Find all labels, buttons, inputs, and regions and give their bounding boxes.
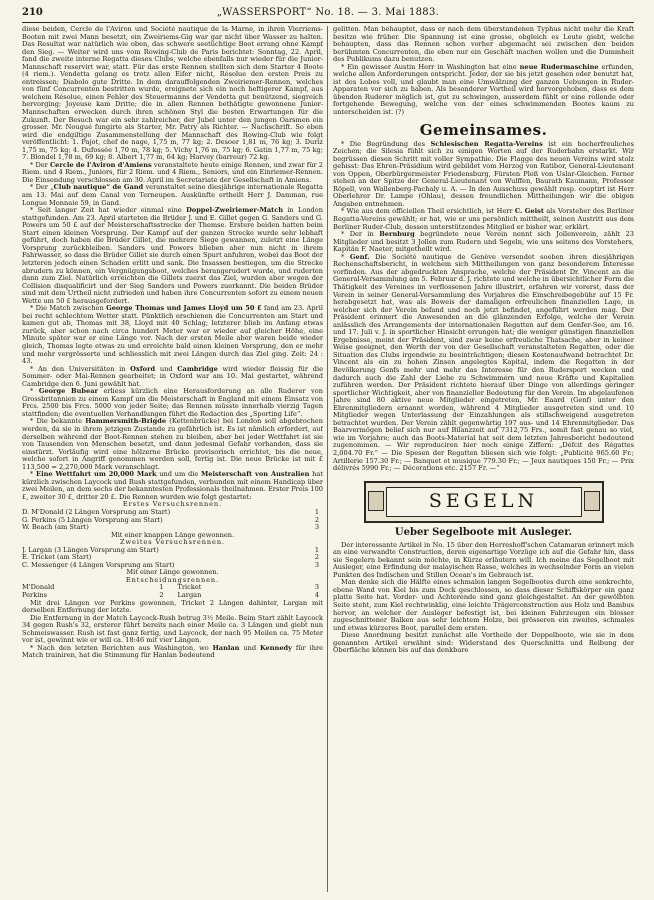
article-headline: Ueber Segelboote mit Ausleger. [394, 526, 573, 538]
heat-title: Erstes Versuchsrennen. [122, 500, 223, 509]
result-row: W. Beach (am Start) 3 [22, 523, 320, 532]
paragraph: * George Bubear erliess kürzlich eine Herausforderung an alle Ruderer von Grossbritannien zu einem Kampf um die Meisterschaft in England mit einem Einsatz von Frcs. 2500 bis Frcs. 5000 von jeder Seite; das Rennen müsste innerhalb vierzig Tagen stattfinden; die eventuellen Verhandlungen führt die Redaction des „Sporting Life“. [22, 387, 323, 418]
paragraph: * Die Match zwischen George Thomas und James Lloyd um 50 £ fand am 23. April bei recht schlechtem Wetter statt. Pünktlich erschienen die Concurrenten am Start und kamen gut ab, Thomas mit 38, Lloyd mit 40 Schlag; letzterer blieb im Anfang etwas zurück, aber schon nach circa hundert Meter war er wieder auf gleicher Höhe, eine Minute später war er eine Länge vor. Nach der ersten Meile aber waren beide wieder gleich, Thomas legte etwas zu und erreichte bald einen kleinen Vorsprung, den er mehr und mehr vergrösserte und schliesslich mit zwei Längen durch das Ziel ging. Zeit: 24 : 43. [22, 304, 323, 366]
bold-term: Kennedy [259, 643, 292, 652]
header-rule [22, 22, 634, 23]
right-column [333, 26, 634, 894]
bold-term: Cercle de l'Aviron d'Amiens [49, 160, 152, 169]
bold-term: George Bubear [38, 387, 98, 396]
banner-ornament-right [584, 491, 600, 511]
final-note: Mit drei Längen vor Perkins gewonnen, Tricket 2 Längen dahinter, Largan mit derselben Entfernung der letzte. [22, 598, 323, 615]
paragraph: * Eine Wettfahrt um 20,000 Mark und um die Meisterschaft von Australien hat kürzlich zwischen Laycock und Rush stattgefunden, verbunden mit einem Handicap über zwei Meilen, an dem sechs der bekanntesten Professionals theilnahmen. Erster Preis 100 £, zweiter 30 £, dritter 20 £. Die Rennen wurden wie folgt gestartet: [22, 470, 323, 501]
result-row: Tricket 3 [177, 583, 320, 592]
section-banner [364, 481, 604, 523]
bold-term: Hammersmith-Brigde [85, 417, 167, 426]
paragraph: * Genf. Die Société nautique de Genève versendet soeben ihren diesjährigen Rechenschaftsbericht, in welchem sich Mittheilungen von ganz besonderem Interesse vorfinden. Aus der abgedruckten Ansprache, welche der Präsident Dr. Vincent an die General-Versammlung am 5. Februar d. J. richtete und welche in übersichtlicher Form die Thätigkeit des Vereines im verflossenen Jahre illustrirt, erfahren wir vorerst, dass der Verein in seiner General-Versammlung des Vorjahres die Einschreibegebühr auf 15 Fr. herabgesetzt hat, was als Beweis der damaligen erfreulichen finanziellen Lage, in welcher sich der Verein befand und noch jetzt befindet, angeführt werden mag. Der Präsident erinnert die Anwesenden an die glänzenden Erfolge, welche der Verein anlässlich des Arrangements der internationalen Regatten auf dem Genfer-See, am 16. und 17. Juli v. J. in sportlicher Hinsicht errungen hat; die weniger günstigen finanziellen Ergebnisse, meint der Präsident, sind zwar keine erfreuliche Thatsache, aber in keiner Weise geeignet, den Werth der von der Gesellschaft veranstalteten Regatten, oder die Situation des Clubs irgendwie zu beeinträchtigen; diesen Kostenaufwand betrachtet Dr. Vincent als ein zu hohen Zinsen angelegtes Kapital, indem die Regatten in der Bevölkerung Genfs mehr und mehr das Interesse für den Rudersport wecken und dadurch auch die Zahl der Liebe zu Schwimmern und neue Kräfte und Kapitalien zuführen werden. Der Präsident richtete hierauf über Dinge von allerdings geringer sportlicher Wichtigkeit, aber von finanzieller Bedeutung für den Verein. Im abgelaufenen Jahre sind 80 aktive neue Mitglieder eingetreten, Mr. Eaard (Genf) unter den Ehrenmitgliedern ernannt worden, während 4 Mitglieder ausgetreten sind und 10 Mitglieder wegen Unterlassung der Einzahlungen als stillschweigend ausgetreten betrachtet wurden. Der Verein zählt gegenwärtig 197 aus- und 14 Ehrenmitglieder. Das Baarvermögen belief sich nur auf Bilanzzeit auf 7312,75 Frs., somit fast genau so viel, wie im Vorjahre; auch das Boots-Material hat seit dem letzten Jahresbericht bedeutend zugenommen. — Wir reproduciren hier noch einige Ziffern: „Défcit des Régattes 2,004.70 Fr.“ — Die Spesen der Regatten bliesen sich wie folgt: „Publicité 965.60 Fr.; Artillerie 157.30 Fr.; — Banquet et musique 779.30 Fr.; — Jeux nautiques 150 Fr.; — Prix délivrés 5990 Fr.; — Décorations etc. 2157 Fr. —“ [333, 252, 634, 473]
final-title: Entscheidungsrennen. [125, 575, 220, 584]
heat-note: Mit einer Länge gewonnen. [126, 568, 219, 577]
final-results [22, 584, 323, 599]
bold-term: George Thomas und James Lloyd um 50 £ [106, 304, 262, 313]
bold-term: Eine Wettfahrt um 20,000 Mark [36, 470, 157, 479]
paragraph: Der interessante Artikel in No. 15 über den Herreshoff'schen Catamaran erinnert mich an eine verwandte Construction, deren eigenartige Vorzüge ich auf die Gefahr hin, dass sie Segelern bekannt sein möchte, in Kürze erläutern will. Ich meine das Segelboot mit Ausleger, eine Erfindung der malayischen Rasse, welches in wechselnder Form an vielen Punkten des Indischen und Stillen Ocean's im Gebrauch ist. [333, 540, 634, 579]
heat-title: Zweites Versuchsrennen. [120, 538, 225, 547]
result-row: Largan 4 [177, 591, 320, 600]
bold-term: Bernburg [379, 230, 415, 239]
bold-term: Schlesischen Regatta-Vereins [430, 139, 543, 148]
result-row: G. Perkins (5 Längen Vorsprung am Start) 2 [22, 515, 320, 524]
paragraph: Die Entfernung in der Match Laycock-Rush betrug 3½ Meile. Beim Start zählt Laycock 34 gegen Rush's 32, ersterer führt bereits nach einer Meile ca. 3 Längen und giebt nun Schmeiswasser. Rush ist fast ganz fertig, und Laycock, der nach 95 Meilen ca. 75 Meter vor ist, gewinnt wie er will ca. 18:46 mit vier Längen. [22, 613, 323, 645]
result-row: M'Donald 1 [22, 583, 164, 592]
banner-title: SEGELN [386, 487, 582, 517]
page-header [22, 6, 634, 20]
bold-term: Cambridge [177, 364, 218, 373]
result-row: E. Tricket (am Start) 2 [22, 553, 320, 562]
column-divider [327, 26, 328, 892]
paragraph: Diese Anordnung besitzt zunächst alle Vortheile der Doppelboote, wie sie in dem genannten Artikel erwähnt sind: Widerstand des Querschnitts und Reibung der Oberfläche können bis auf das denkbare [333, 631, 634, 655]
paragraph: gelitten. Man behauptet, dass er nach dem überstandenen Typhus nicht mehr die Kraft besitze wie früher. Die Spannung ist eine grosse, obgleich es Leute giebt, welche behaupten, dass das Rennen schon vorher abgemacht sei zwischen den beiden berühmten Concurrenten, die eben nur ein Geschäft machen wollen und die Dummheit des Publikums dazu benutzen. [333, 26, 634, 64]
paragraph: * Der in Bernburg begründete neue Verein nennt sich Jollenverein, zählt 23 Mitglieder und besitzt 3 Jollen zum Rudern und Segeln, wie uns seitens des Vorstehers, Kapitän F. Naeter, mitgetheilt wird. [333, 230, 634, 254]
paragraph: * An den Universitäten in Oxford und Cambridge wird wieder fleissig für die Sommer- oder Mai-Rennen gearbeitet; in Oxford war am 10. Mai gestartet, während Cambridge den 6. Juni gewählt hat. [22, 364, 323, 388]
paragraph: * Seit langer Zeit hat wieder einmal eine Doppel-Zweiriemer-Match in London stattgefunden. Am 23. April starteten die Brüder J. und E. Gillet gegen G. Sanders und G. Powers um 50 £ auf der Meisterschaftsstrecke der Themse. Erstere beiden hatten beim Start einen kleinen Vorsprung. Der Kampf auf der ganzen Strecke wurde sehr lebhaft geführt, doch haben die Brüder Gillet, die mehrere Siege gewannen, zuletzt eine Länge Vorsprung zurückbleiben. Sanders und Powers blieben aber nun nicht in ihrem Fahrwasser, so dass die Brüder Gillet sie durch einen Spurt anfuhren, wobei das Boot der letzteren jedoch einen Schaden erlitt und sank. Die Insassen bestiegen, um die Strecke abrudern zu können, ein Vergnügungsboot, welches herangerudert wurde, und ruderten dann zum Ziel. Natürlich erreichten die Gillets zuerst das Ziel, wurden aber wegen der Collision disqualificirt und der Sieg Sanders und Powers zuerkannt. Die beiden Brüder sind mit dem Urtheil nicht zufrieden und haben ihre Concurrenten sofort zu einem neuen Wette um 50 £ herausgefordert. [22, 206, 323, 305]
left-column [22, 26, 323, 894]
result-row: C. Messenger (4 Längen Vorsprung am Start) 3 [22, 560, 320, 569]
paragraph: * Ein gewisser Austin Herr in Washington hat eine neue Rudermaschine erfunden, welche allen Anforderungen entspricht. Jeder, der sie bis jetzt gesehen oder benutzt hat, ist des Lobes voll, und glaubt man eine Umwälzung der ganzen Uebungen in Ruder-Apparaten vor sich zu haben. Als besonderer Vortheil wird hervorgehoben, dass es dem übenden Ruderer möglich ist, gut zu schwingen, ausserdem fühlt er eine rollende oder fortgehende Bewegung, welche von der eines schwimmenden Bootes kaum zu unterscheiden ist. (?) [333, 62, 634, 117]
paragraph: * Der Cercle de l'Aviron d'Amiens veranstaltete heute einige Rennen, und zwar für 2 Riem. und 4 Riem., Juniors, für 2 Riem. und 4 Riem., Seniors, und ein Einriemer-Rennen. Die Einsendung verschlossen am 30. April im Secretariate der Gesellschaft in Amiens. [22, 160, 323, 184]
paragraph: * Die Begründung des Schlesischen Regatta-Vereins ist ein hocherfreuliches Zeichen; die Silesia fühlt sich zu einigen Worten auf der Ruderbahn erstarkt. Wir begrüssen diesen Schritt mit voller Sympathie. Die Flagge des neuen Vereins wird stolz gehisst: Das Ehren-Präsidium wird gebildet vom Herzog von Ratibor, General-Lieutenant von Oppen, Oberbürgermeister Friedensburg, Fürsten Pleß von Uslar-Gleichen. Ferner stehen an der Spitze der General-Lieutenant von Wulffen, Baurath Kaumann, Professor Röpell, von Wallenberg-Pachaly u. A. — In den Ausschuss gewählt resp. cooptirt ist Herr Oberlehrer Dr. Lampe (Ohlau), dessen freundlichen Mittheilungen wir die obigen Angaben entnehmen. [333, 139, 634, 208]
bold-term: Oxford [130, 364, 156, 373]
paragraph: Man denke sich die Hälfte eines schmalen langen Segelbootes durch eine senkrechte, ebene Wand von Kiel bis zum Deck geschlossen, so dass dieser Schiffskörper ein ganz platte Seite hat. Vorder- und Achterende sind ganz gleichgestaltet. An der gewölbten Seite steht, zum Kiel rechtwinklig, eine leichte Trägerconstruction aus Holz und Bambus hervor, an welcher der Ausleger befestigt ist, bei kleinen Fahrzeugen ein blosser zugeschnittener Balken aus sehr leichtem Holze, bei grösseren ein zweites, schmales und etwas kürzeres Boot, parallel dem ersten. [333, 578, 634, 632]
banner-ornament-left [368, 491, 384, 511]
heat-note: Mit einer knappen Länge gewonnen. [110, 530, 235, 539]
result-row: D. M'Donald (2 Längen Vorsprung am Start) 1 [22, 508, 320, 516]
bold-term: Meisterschaft von Australien [200, 470, 310, 479]
bold-term: Doppel-Zweiriemer-Match [186, 206, 284, 215]
paragraph: * Nach den letzten Berichten aus Washington, wo Hanlan und Kennedy für ihre Match trainiren, hat die Stimmung für Hanlan bedeutend [22, 643, 323, 660]
result-row: Perkins 2 [22, 591, 164, 600]
paragraph: * Der „Club nautique“ de Gand veranstaltet seine diesjährige internationale Regatta am 13. Mai auf dem Canal von Terneupen. Auskünfte ertheilt Herr J. Damman, rue Longue Monnaie 59, in Gand. [22, 183, 323, 207]
bold-term: Genf. [349, 252, 370, 261]
page-number: 210 [22, 7, 43, 18]
section-heading: Gemeinsames. [419, 120, 548, 139]
paragraph: * Die bekannte Hammersmith-Brigde (Kettenbrücke) bei London soll abgebrochen werden, da sie in ihrem jetzigen Zustande zu gefährlich ist. Es ist nämlich erfordert, auf derselben während der Boot-Rennen stehen zu bleiben, aber bei jeder Wettfahrt ist sie von Tausenden von Menschen besetzt, und dann jedesmal Gefahr vorhanden, dass sie einstürzt. Vorläufig wird eine hölzerne Brücke provisorisch errichtet, bis die neue, welche sofort in Angriff genommen werden soll, fertig ist. Die neue Brücke ist mit £ 113,500 = 2,270,000 Mark veranschlagt. [22, 417, 323, 471]
bold-term: Hanlan [212, 643, 240, 652]
bold-term: Club nautique“ de Gand [53, 183, 144, 192]
result-row: J. Largan (3 Längen Vorsprung am Start) 1 [22, 545, 320, 554]
paragraph: diese beiden, Cercle de l'Aviron und Société nautique de la Marne, in ihren Vierriems-Booten mit zwei Mann besetzt, ein Zweiriems-Gig war gar nicht über Wasser zu halten. Das Resultat war natürlich wie oben, das schwere seetüchtige Boot errang ohne Kampf den Sieg. — Weiter wird uns vom Rowing-Club de Paris berichtet: Sonntag, 22. April, fand die zweite interne Regatta dieses Clubs, welche ebenfalls nur wieder für die Junior-Mannschaft reservirt war, statt. Für das erste Rennen stellten sich dem Starter 4 Boote (4 riem.). Vendetta gelang es trotz allen Eifer nicht, Résolue den ersten Preis zu entreissen; Diabolo gute Dritte. In dem darauffolgenden Zweiriemer-Rennen, welches von fünf Concurrenten bestritten wurde, ereignete sich ein noch heftigerer Kampf, aus welchem Résolue, einen Fehler des Steuermanns der Vendetta gut benützend, siegreich hervorging; Joyeuse kam Dritte; die in allen Rennen bethätigte gewonnene Junior-Mannschaften erwecken durch ihren schönen Styl die besten Erwartungen für die Zukunft. Der Besuch war ein sehr zahlreicher, der Jubel unter den jungen Oarsmen ein grosser. Mr. Nougué fungirte als Starter, Mr. Patry als Richter. — Nachschrift. So eben wird die endgiltige Zusammenstellung der Mannschaft des Rowing-Club wie folgt veröffentlicht: 1. Pajot, chef de nage, 1,75 m, 77 kg; 2. Desoer 1,81 m, 76 kg; 3. Duriz 1,75 m, 75 kg; 4. Dufossée 1,70 m, 78 kg; 5. Vichy 1,76 m, 75 kg; 6. Gatin 1,77 m, 75 kg; 7. Blondel 1,78 m, 69 kg; 8. Albert 1,77 m, 64 kg; Harvey (barreur) 72 kg. [22, 26, 323, 162]
bold-term: C. Geist [514, 207, 544, 216]
masthead-title: „WASSERSPORT“ No. 18. — 3. Mai 1883. [216, 7, 440, 18]
bold-term: neue Rudermaschine [519, 62, 599, 71]
paragraph: * Wie aus dem officiellen Theil ersichtlich, ist Herr C. Geist als Vorsteher des Berliner Regatta-Vereins gewählt; er hat, wie er uns persönlich mittheilt, seinen Austritt aus dem Berliner Ruder-Club, dessen unterstützendes Mitglied er bisher war, erklärt. [333, 207, 634, 231]
